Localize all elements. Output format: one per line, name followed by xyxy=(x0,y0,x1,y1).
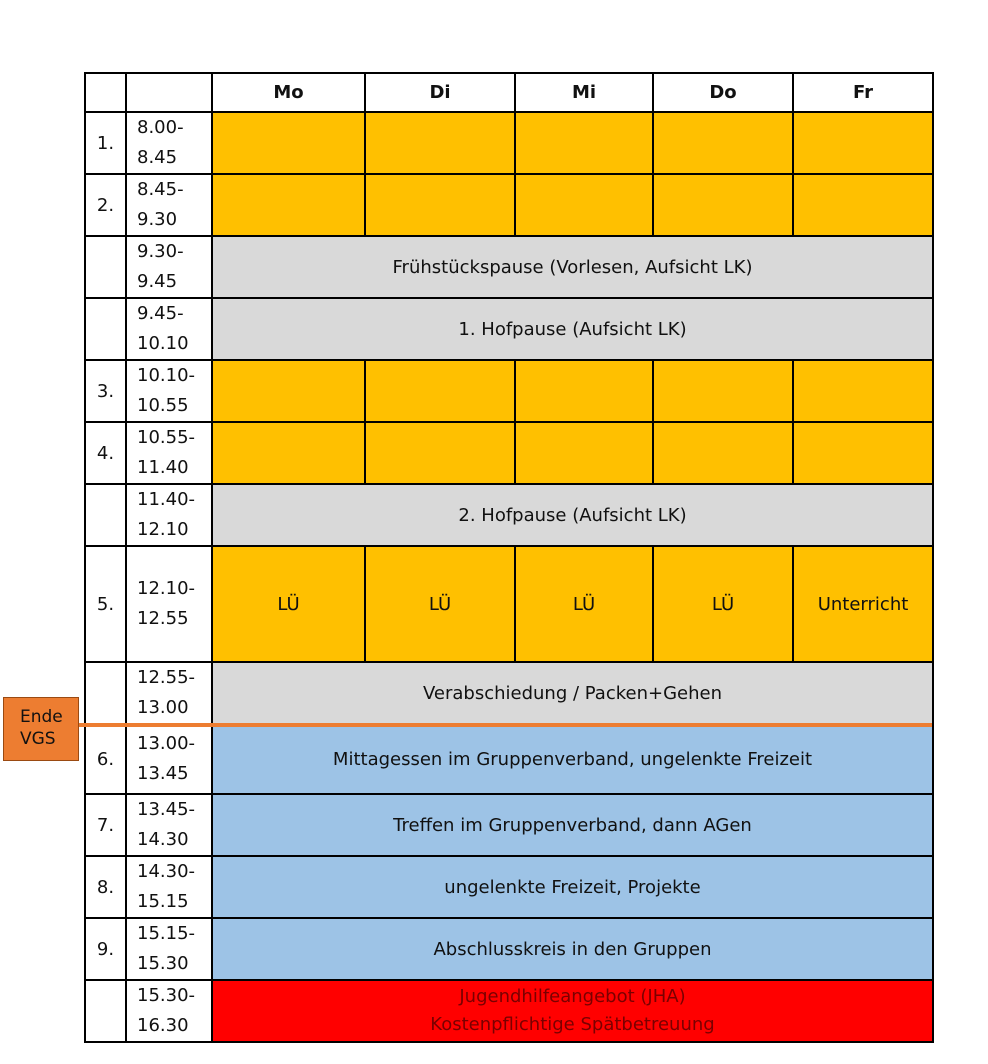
end-label-line-2: VGS xyxy=(20,729,56,749)
lesson-cell xyxy=(515,422,653,484)
time-slot xyxy=(126,724,212,794)
table-row xyxy=(85,298,933,360)
time-slot xyxy=(126,174,212,236)
time-from: 15.15- xyxy=(137,923,196,944)
period-number xyxy=(85,236,126,298)
late-care-line-1: Jugendhilfeangebot (JHA) xyxy=(459,986,686,1007)
period-number xyxy=(85,980,126,1042)
lesson-cell xyxy=(365,112,515,174)
time-from: 13.00- xyxy=(137,733,196,754)
time-from: 9.30- xyxy=(137,241,184,262)
late-care-cell xyxy=(212,980,933,1042)
late-care-line-2: Kostenpflichtige Spätbetreuung xyxy=(430,1014,715,1035)
day-header-mo: Mo xyxy=(212,73,365,112)
time-slot xyxy=(126,662,212,724)
lesson-cell xyxy=(653,360,793,422)
time-from: 12.55- xyxy=(137,667,196,688)
period-number: 6. xyxy=(85,724,126,794)
lesson-cell xyxy=(653,422,793,484)
timetable xyxy=(84,72,934,1043)
time-from: 13.45- xyxy=(137,799,196,820)
table-row xyxy=(85,546,933,662)
lunch-cell: Mittagessen im Gruppenverband, ungelenkte Freizeit xyxy=(212,724,933,794)
free-time-cell: ungelenkte Freizeit, Projekte xyxy=(212,856,933,918)
day-header-mi: Mi xyxy=(515,73,653,112)
time-from: 15.30- xyxy=(137,985,196,1006)
time-to: 8.45 xyxy=(137,147,178,168)
day-header-do: Do xyxy=(653,73,793,112)
lesson-cell xyxy=(212,174,365,236)
time-to: 10.10 xyxy=(137,333,189,354)
time-from: 14.30- xyxy=(137,861,196,882)
time-to: 12.55 xyxy=(137,608,189,629)
table-row xyxy=(85,794,933,856)
period-number: 7. xyxy=(85,794,126,856)
time-to: 9.45 xyxy=(137,271,178,292)
time-to: 10.55 xyxy=(137,395,189,416)
time-slot xyxy=(126,112,212,174)
corner-cell xyxy=(85,73,126,112)
end-vgs-divider-line xyxy=(79,723,932,727)
day-header-di: Di xyxy=(365,73,515,112)
time-to: 12.10 xyxy=(137,519,189,540)
time-slot xyxy=(126,794,212,856)
recess-1-cell: 1. Hofpause (Aufsicht LK) xyxy=(212,298,933,360)
end-label-line-1: Ende xyxy=(20,707,63,727)
period-number: 8. xyxy=(85,856,126,918)
lesson-cell xyxy=(212,360,365,422)
period-number xyxy=(85,484,126,546)
lesson-cell xyxy=(515,360,653,422)
lesson-cell-mo: LÜ xyxy=(212,546,365,662)
time-from: 11.40- xyxy=(137,489,196,510)
time-to: 9.30 xyxy=(137,209,178,230)
table-row xyxy=(85,360,933,422)
lesson-cell xyxy=(793,174,933,236)
period-number: 3. xyxy=(85,360,126,422)
time-from: 10.55- xyxy=(137,427,196,448)
time-slot xyxy=(126,360,212,422)
lesson-cell-mi: LÜ xyxy=(515,546,653,662)
lesson-cell xyxy=(212,112,365,174)
table-row xyxy=(85,484,933,546)
time-to: 11.40 xyxy=(137,457,189,478)
lesson-cell xyxy=(653,174,793,236)
recess-2-cell: 2. Hofpause (Aufsicht LK) xyxy=(212,484,933,546)
table-row xyxy=(85,174,933,236)
day-header-fr: Fr xyxy=(793,73,933,112)
time-to: 16.30 xyxy=(137,1015,189,1036)
table-row xyxy=(85,724,933,794)
table-row xyxy=(85,918,933,980)
table-row xyxy=(85,980,933,1042)
period-number: 9. xyxy=(85,918,126,980)
lesson-cell xyxy=(793,360,933,422)
period-number: 5. xyxy=(85,546,126,662)
table-row xyxy=(85,236,933,298)
time-to: 15.30 xyxy=(137,953,189,974)
breakfast-break-cell: Frühstückspause (Vorlesen, Aufsicht LK) xyxy=(212,236,933,298)
header-row xyxy=(85,73,933,112)
period-number xyxy=(85,298,126,360)
lesson-cell xyxy=(365,174,515,236)
time-from: 12.10- xyxy=(137,578,196,599)
time-from: 8.00- xyxy=(137,117,184,138)
time-slot xyxy=(126,298,212,360)
time-from: 10.10- xyxy=(137,365,196,386)
table-row xyxy=(85,662,933,724)
time-slot xyxy=(126,856,212,918)
lesson-cell xyxy=(515,112,653,174)
time-from: 9.45- xyxy=(137,303,184,324)
time-header-cell xyxy=(126,73,212,112)
lesson-cell-di: LÜ xyxy=(365,546,515,662)
period-number xyxy=(85,662,126,724)
time-to: 13.00 xyxy=(137,697,189,718)
table-row xyxy=(85,112,933,174)
lesson-cell-do: LÜ xyxy=(653,546,793,662)
lesson-cell xyxy=(515,174,653,236)
period-number: 4. xyxy=(85,422,126,484)
time-to: 13.45 xyxy=(137,763,189,784)
closing-circle-cell: Abschlusskreis in den Gruppen xyxy=(212,918,933,980)
lesson-cell xyxy=(793,112,933,174)
lesson-cell xyxy=(365,360,515,422)
lesson-cell xyxy=(212,422,365,484)
time-slot xyxy=(126,422,212,484)
farewell-cell: Verabschiedung / Packen+Gehen xyxy=(212,662,933,724)
time-slot xyxy=(126,980,212,1042)
time-to: 14.30 xyxy=(137,829,189,850)
time-slot xyxy=(126,918,212,980)
table-row xyxy=(85,422,933,484)
lesson-cell xyxy=(365,422,515,484)
lesson-cell xyxy=(793,422,933,484)
time-slot xyxy=(126,546,212,662)
lesson-cell xyxy=(653,112,793,174)
time-from: 8.45- xyxy=(137,179,184,200)
time-slot xyxy=(126,484,212,546)
group-meeting-cell: Treffen im Gruppenverband, dann AGen xyxy=(212,794,933,856)
table-row xyxy=(85,856,933,918)
time-slot xyxy=(126,236,212,298)
end-vgs-label xyxy=(3,697,79,761)
period-number: 2. xyxy=(85,174,126,236)
period-number: 1. xyxy=(85,112,126,174)
lesson-cell-fr: Unterricht xyxy=(793,546,933,662)
time-to: 15.15 xyxy=(137,891,189,912)
